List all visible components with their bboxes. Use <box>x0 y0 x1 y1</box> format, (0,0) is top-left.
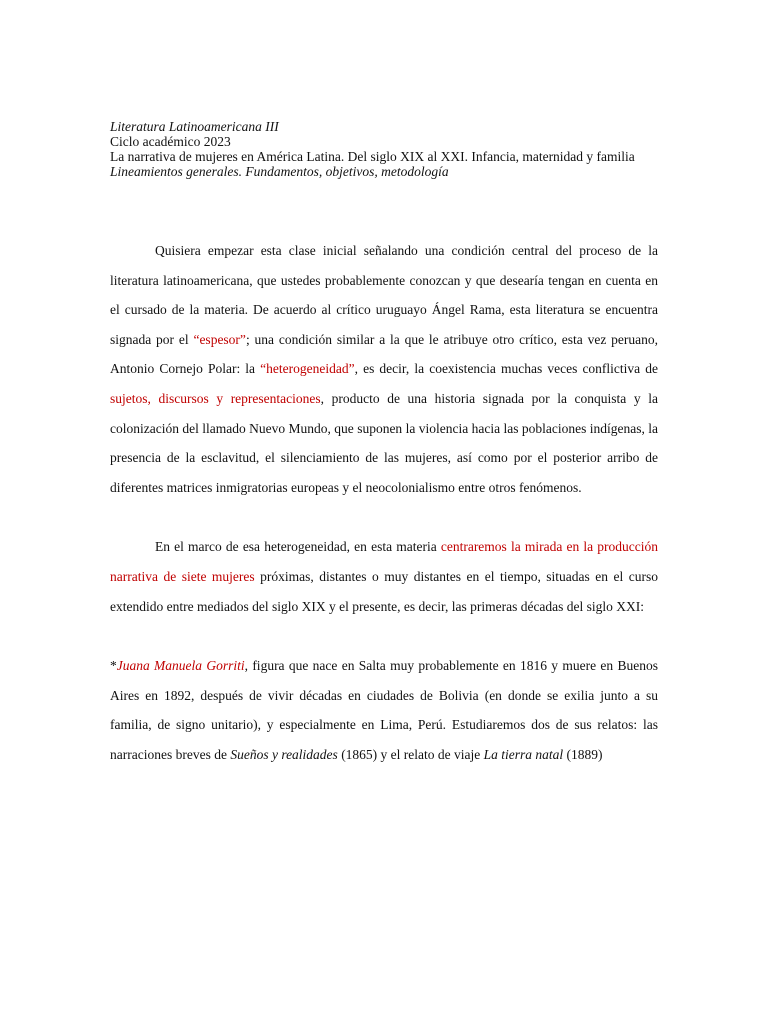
paragraph-1-text-d: , producto de una historia signada por la conquista y la colonización del llamado Nuevo Mundo, que suponen la violencia hacia las poblaciones indígenas, la presencia de la esclavitud, el silenciamiento de las mujeres, así como por el posterior arribo de diferentes matrices inmigratorias europeas y el neocolonialismo entre otros fenómenos. <box>110 390 658 495</box>
paragraph-3-text-c: (1889) <box>563 746 603 762</box>
paragraph-1-text-b: ; una condición similar a la que le atribuye otro crítico, esta vez peruano, Antonio Cornejo Polar: la <box>110 331 658 377</box>
paragraph-3 <box>110 651 658 769</box>
highlight-produccion-narrativa: centraremos la mirada en la producción narrativa de siete mujeres <box>110 539 658 584</box>
paragraph-2-text-b: próximas, distantes o muy distantes en el tiempo, situadas en el curso extendido entre mediados del siglo XIX y el presente, es decir, las primeras décadas del siglo XXI: <box>110 568 658 614</box>
work-title-1: Sueños y realidades <box>230 746 338 762</box>
author-name: Juana Manuela Gorriti <box>116 658 245 674</box>
paragraph-1-text-a: Quisiera empezar esta clase inicial señalando una condición central del proceso de la literatura latinoamericana, que ustedes probablemente conozcan y que desearía tengan en cuenta en el cursado de la materia. De acuerdo al crítico uruguayo Ángel Rama, esta literatura se encuentra signada por el <box>110 243 658 347</box>
paragraph-2 <box>110 532 658 621</box>
paragraph-1 <box>110 236 658 502</box>
paragraph-spacer <box>110 621 658 651</box>
document-body <box>110 236 658 770</box>
paragraph-3-text-a: , figura que nace en Salta muy probablemente en 1816 y muere en Buenos Aires en 1892, después de vivir décadas en ciudades de Bolivia (en donde se exilia junto a su familia, de signo unitario), y especialmente en Lima, Perú. Estudiaremos dos de sus relatos: las narraciones breves de <box>110 658 658 762</box>
course-topic: La narrativa de mujeres en América Latina. Del siglo XIX al XXI. Infancia, maternidad y familia <box>110 149 635 164</box>
highlight-heterogeneidad: “heterogeneidad” <box>260 361 355 377</box>
highlight-sujetos: sujetos, discursos y representaciones <box>110 390 321 406</box>
document-page <box>110 119 658 770</box>
academic-cycle: Ciclo académico 2023 <box>110 134 231 149</box>
list-bullet: * <box>110 658 117 674</box>
paragraph-1-text-c: , es decir, la coexistencia muchas veces conflictiva de <box>354 361 659 377</box>
course-title: Literatura Latinoamericana III <box>110 119 279 134</box>
paragraph-3-text-b: (1865) y el relato de viaje <box>337 746 484 762</box>
highlight-espesor: “espesor” <box>193 331 246 347</box>
document-subtitle: Lineamientos generales. Fundamentos, objetivos, metodología <box>110 164 449 179</box>
work-title-2: La tierra natal <box>483 746 564 762</box>
paragraph-spacer <box>110 502 658 532</box>
paragraph-2-text-a: En el marco de esa heterogeneidad, en esta materia <box>155 539 441 555</box>
